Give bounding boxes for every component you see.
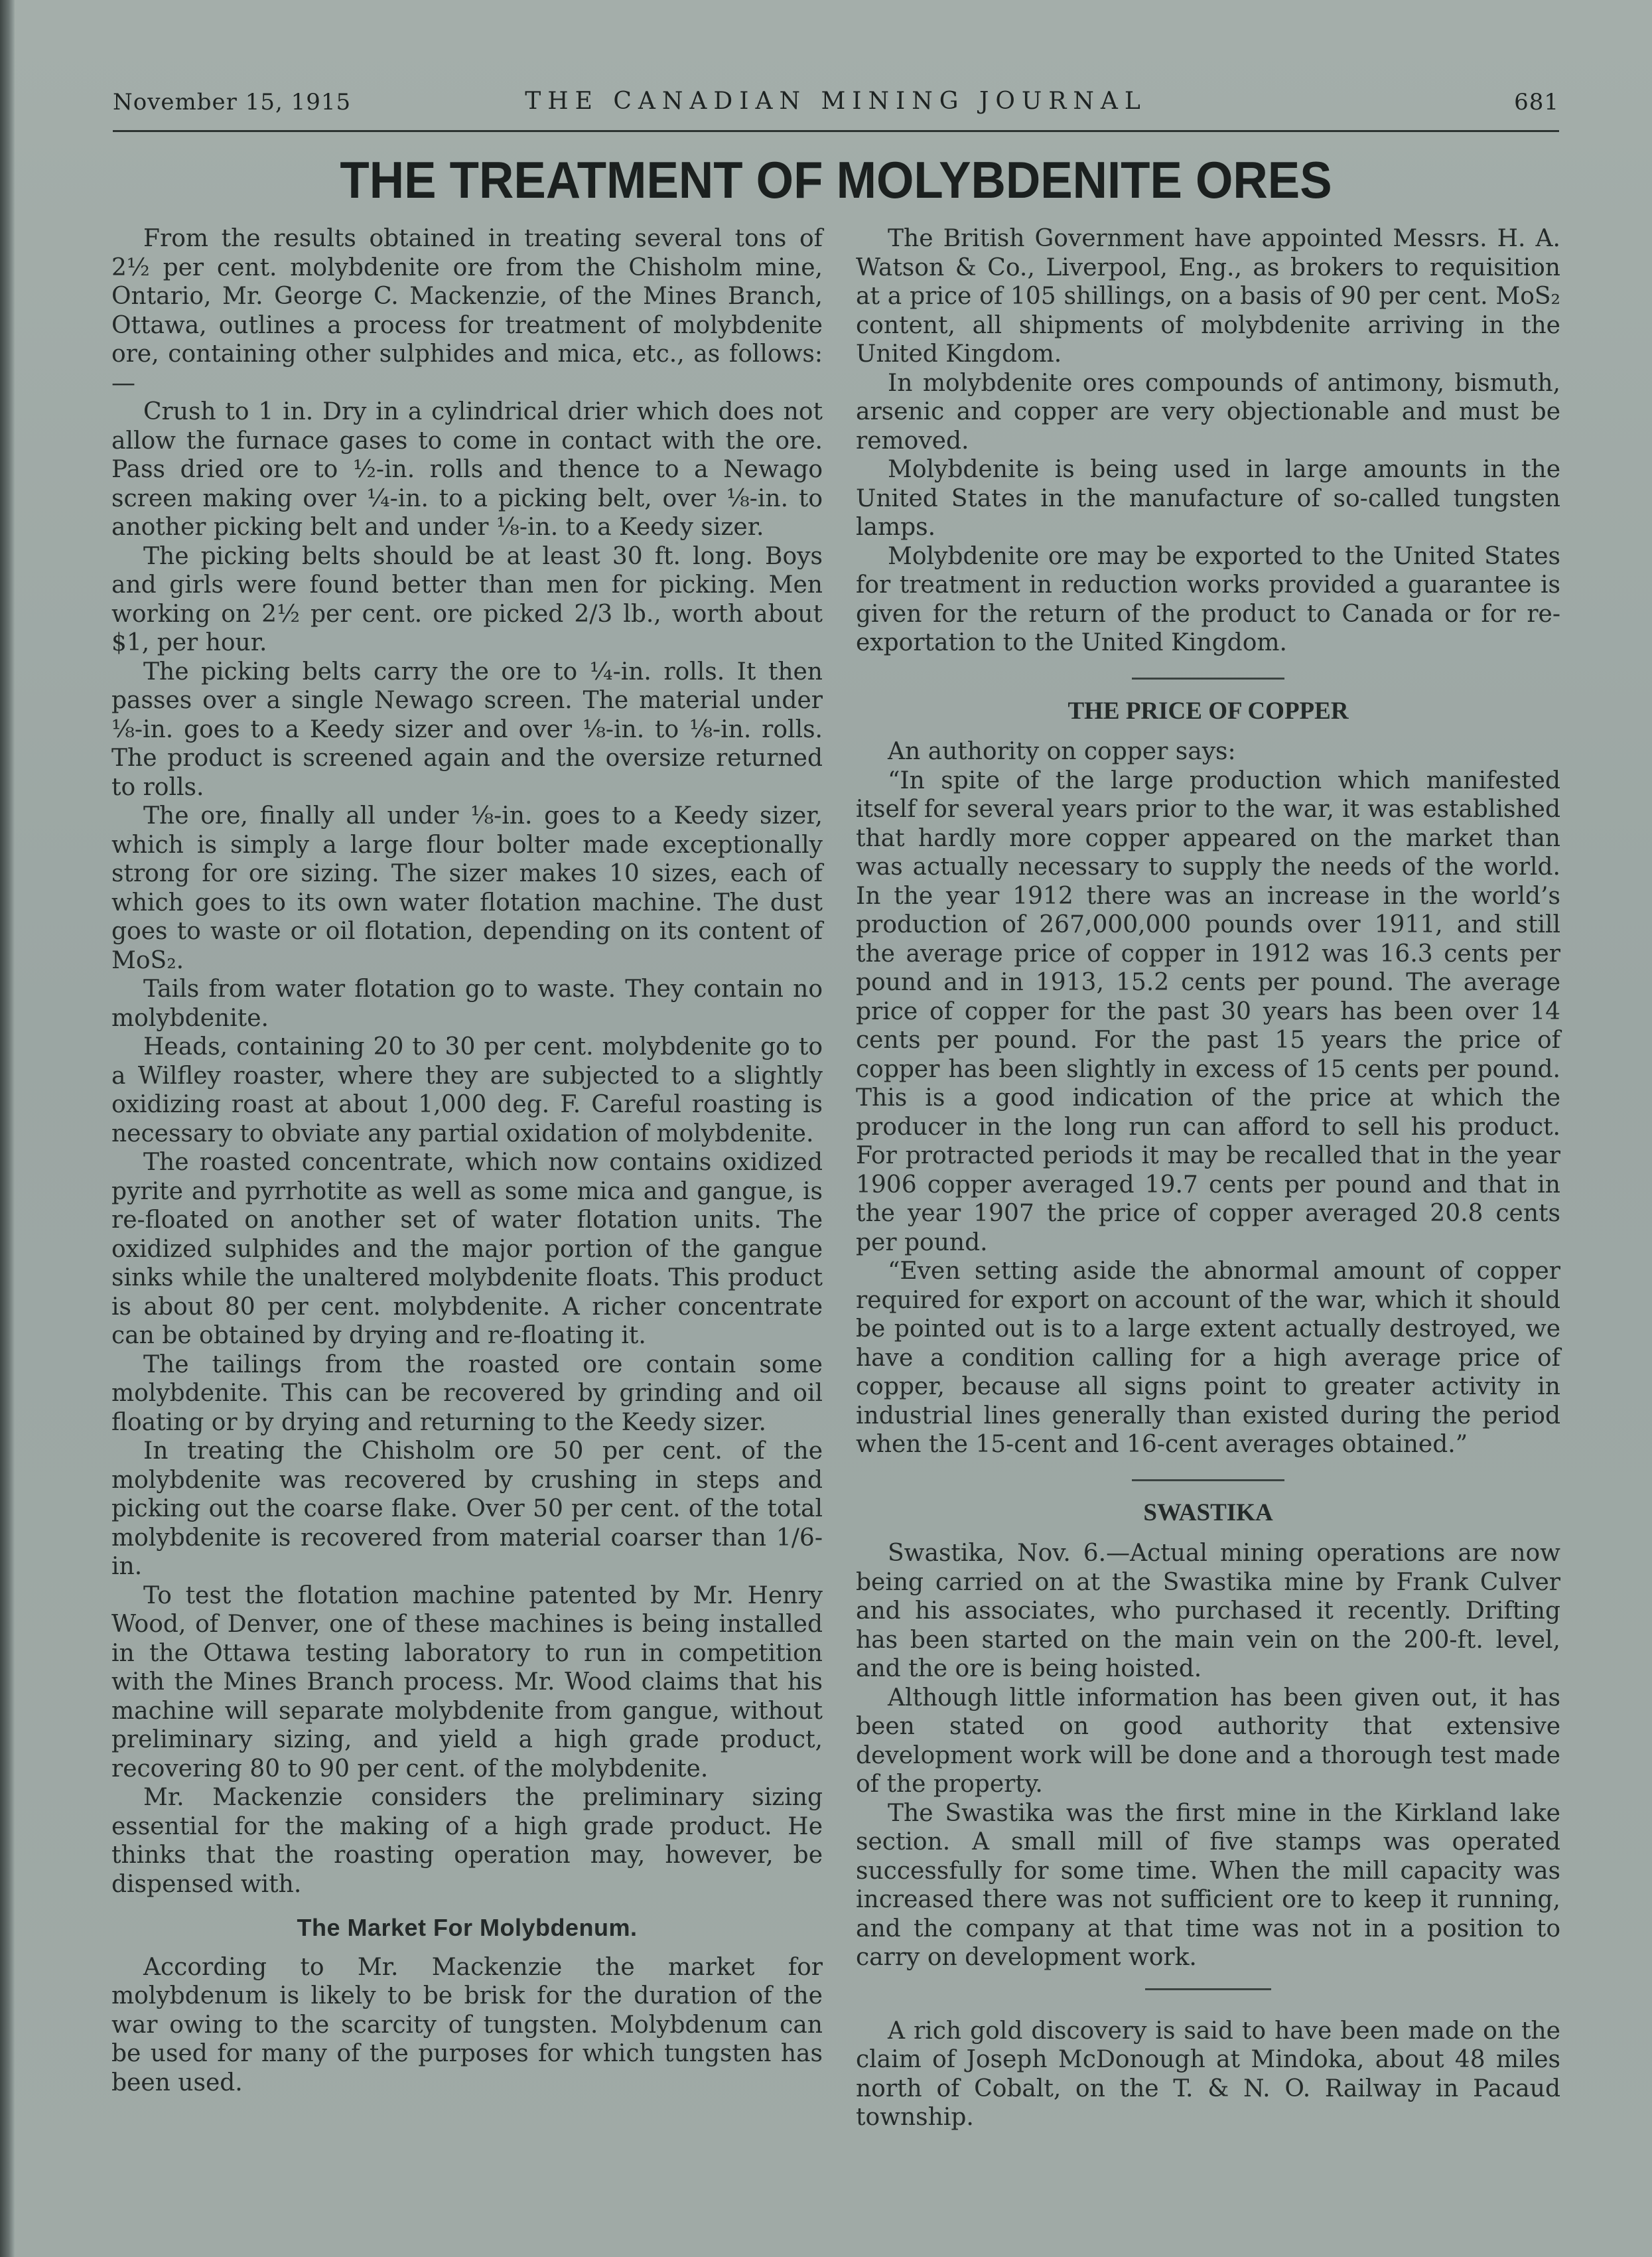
article-paragraph: To test the flotation machine patented by Mr. Henry Wood, of Denver, one of these machines is being installed in the Ottawa testing laboratory to run in competition with the Mines Branch process. Mr. Wood claims that his machine will separate molybdenite from gangue, without preliminary sizing, and yield a high grade product, recovering 80 to 90 per cent. of the molybdenite. [111,1581,823,1783]
header-rule [113,130,1559,132]
article-paragraph: In molybdenite ores compounds of antimony, bismuth, arsenic and copper are very objectionable and must be removed. [856,369,1560,455]
issue-date: November 15, 1915 [113,89,352,115]
copper-paragraph: “Even setting aside the abnormal amount of copper required for export on account of the war, which it should be pointed out is to a large extent actually destroyed, we have a condition calling for a high average price of copper, because all signs point to greater activity in industrial lines generally than existed during the period when the 15-cent and 16-cent averages obtained.” [856,1258,1560,1458]
copper-heading: THE PRICE OF COPPER [1067,697,1349,725]
article-paragraph: The roasted concentrate, which now contains oxidized pyrite and pyrrhotite as well as some mica and gangue, is re-floated on another set of water flotation units. The oxidized sulphides and the major portion of the gangue sinks while the unaltered molybdenite floats. This product is about 80 per cent. molybdenite. A richer concentrate can be obtained by drying and re-floating it. [111,1149,823,1349]
section-divider [1132,678,1284,680]
article-paragraph: The tailings from the roasted ore contain some molybdenite. This can be recovered by grinding and oil floating or by drying and returning to the Keedy sizer. [111,1350,823,1436]
article-paragraph: Mr. Mackenzie considers the preliminary sizing essential for the making of a high grade product. He thinks that the roasting operation may, however, be dispensed with. [111,1784,823,1898]
running-header [113,85,1559,125]
article-paragraph: The picking belts should be at least 30 ft. long. Boys and girls were found better than men for picking. Men working on 2½ per cent. ore picked 2/3 lb., worth about $1, per hour. [111,542,823,656]
swastika-paragraph: Although little information has been given out, it has been stated on good authority that extensive development work will be done and a thorough test made of the property. [856,1684,1560,1798]
article-paragraph: Molybdenite is being used in large amounts in the United States in the manufacture of so-called tungsten lamps. [856,456,1560,541]
article-paragraph: Crush to 1 in. Dry in a cylindrical drier which does not allow the furnace gases to come in contact with the ore. Pass dried ore to ½-in. rolls and thence to a Newago screen making over ¼-in. to a picking belt, over ⅛-in. to another picking belt and under ⅛-in. to a Keedy sizer. [111,398,823,541]
article-paragraph: Heads, containing 20 to 30 per cent. molybdenite go to a Wilfley roaster, where they are subjected to a slightly oxidizing roast at about 1,000 deg. F. Careful roasting is necessary to obviate any partial oxidation of molybdenite. [111,1033,823,1147]
article-paragraph: The ore, finally all under ⅛-in. goes to a Keedy sizer, which is simply a large flour bolter made exceptionally strong for ore sizing. The sizer makes 10 sizes, each of which goes to its own water flotation machine. The dust goes to waste or oil flotation, depending on its content of MoS₂. [111,802,823,974]
article-paragraph: The British Government have appointed Messrs. H. A. Watson & Co., Liverpool, Eng., as brokers to requisition at a price of 105 shillings, on a basis of 90 per cent. MoS₂ content, all shipments of molybdenite arriving in the United Kingdom. [856,225,1560,368]
copper-intro: An authority on copper says: [888,738,1236,765]
page-edge-shadow [0,0,15,2257]
gold-discovery-note: A rich gold discovery is said to have been made on the claim of Joseph McDonough at Mindoka, about 48 miles north of Cobalt, on the T. & N. O. Railway in Pacaud township. [856,2017,1560,2131]
article-paragraph: In treating the Chisholm ore 50 per cent. of the molybdenite was recovered by crushing in steps and picking out the coarse flake. Over 50 per cent. of the total molybdenite is recovered from material coarser than 1/6-in. [111,1437,823,1580]
swastika-heading: SWASTIKA [1143,1498,1273,1526]
article-title: THE TREATMENT OF MOLYBDENITE ORES [340,151,1332,209]
swastika-paragraph: The Swastika was the first mine in the Kirkland lake section. A small mill of five stamps was operated successfully for some time. When the mill capacity was increased there was not sufficient ore to keep it running, and the company at that time was not in a position to carry on development work. [856,1799,1560,1971]
article-paragraph: The picking belts carry the ore to ¼-in. rolls. It then passes over a single Newago screen. The material under ⅛-in. goes to a Keedy sizer and over ⅛-in. to ⅛-in. rolls. The product is screened again and the oversize returned to rolls. [111,658,823,801]
section-divider [1132,1479,1284,1481]
copper-paragraph: “In spite of the large production which manifested itself for several years prior to the war, it was established that hardly more copper appeared on the market than was actually necessary to supply the needs of the world. In the year 1912 there was an increase in the world’s production of 267,000,000 pounds over 1911, and still the average price of copper in 1912 was 16.3 cents per pound and in 1913, 15.2 cents per pound. The average price of copper for the past 30 years has been over 14 cents per pound. For the past 15 years the price of copper has been slightly in excess of 15 cents per pound. This is a good indication of the price at which the producer in the long run can afford to sell his product. For protracted periods it may be recalled that in the year 1906 copper averaged 19.7 cents per pound and that in the year 1907 the price of copper averaged 20.8 cents per pound. [856,766,1560,1256]
article-paragraph: Tails from water flotation go to waste. They contain no molybdenite. [111,976,823,1032]
right-column [856,224,1560,2132]
swastika-paragraph: Swastika, Nov. 6.—Actual mining operations are now being carried on at the Swastika mine by Frank Culver and his associates, who purchased it recently. Drifting has been started on the main vein on the 200-ft. level, and the ore is being hoisted. [856,1540,1560,1682]
section-divider [1145,1988,1271,1990]
left-column [111,224,823,2097]
article-paragraph: From the results obtained in treating several tons of 2½ per cent. molybdenite ore from the Chisholm mine, Ontario, Mr. George C. Mackenzie, of the Mines Branch, Ottawa, outlines a process for treatment of molybdenite ore, containing other sulphides and mica, etc., as follows:— [111,225,823,397]
article-paragraph: Molybdenite ore may be exported to the United States for treatment in reduction works provided a guarantee is given for the return of the product to Canada or for re-exportation to the United Kingdom. [856,542,1560,656]
journal-name: THE CANADIAN MINING JOURNAL [525,88,1147,115]
market-subheading: The Market For Molybdenum. [297,1914,638,1941]
article-paragraph: According to Mr. Mackenzie the market for molybdenum is likely to be brisk for the duration of the war owing to the scarcity of tungsten. Molybdenum can be used for many of the purposes for which tungsten has been used. [111,1953,823,2096]
page-number: 681 [1514,89,1559,115]
